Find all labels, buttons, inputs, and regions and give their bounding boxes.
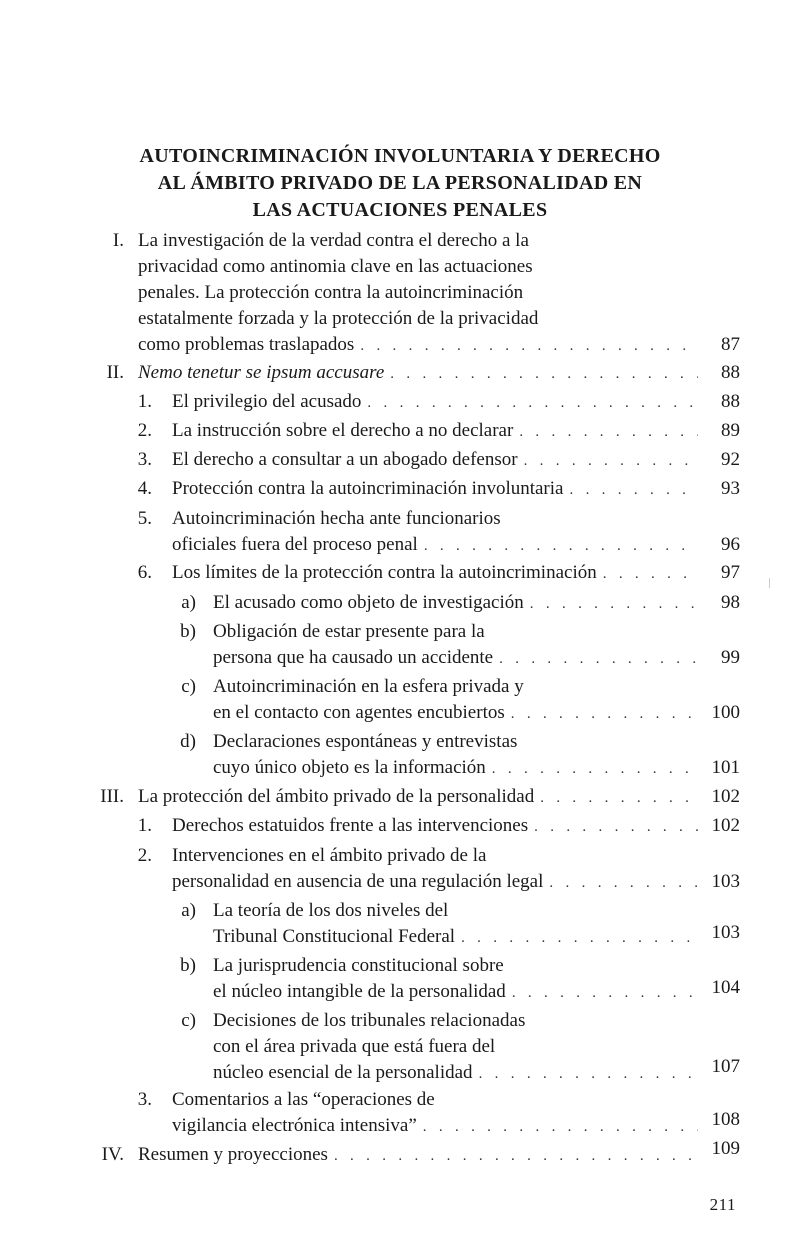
toc-entry-line: Derechos estatuidos frente a las intervenciones xyxy=(172,815,529,836)
toc-entry-text xyxy=(138,228,698,359)
dot-leader xyxy=(424,533,698,559)
toc-entry-line: El derecho a consultar a un abogado defensor xyxy=(172,449,518,470)
toc-entry-line: como problemas traslapados xyxy=(138,334,355,355)
toc-entry-page-number: 98 xyxy=(721,592,740,613)
toc-entry-number: d) xyxy=(180,731,196,752)
toc-entry-page-number: 104 xyxy=(711,977,740,998)
toc-entry-line: Intervenciones en el ámbito privado de la xyxy=(172,845,487,866)
toc-entry-text xyxy=(138,784,698,811)
toc-entry-line: Autoincriminación hecha ante funcionarios xyxy=(172,508,501,529)
dot-leader xyxy=(511,701,698,727)
toc-entry-number: 1. xyxy=(137,815,152,836)
toc-entry-page-number: 99 xyxy=(721,647,740,668)
dot-leader xyxy=(569,477,698,503)
toc-entry-number: 2. xyxy=(137,845,152,866)
toc-entry-line: El acusado como objeto de investigación xyxy=(213,592,524,613)
toc-entry-number: I. xyxy=(112,230,124,251)
toc-entry-line: Nemo tenetur se ipsum accusare xyxy=(138,362,385,383)
toc-entry-page-number: 107 xyxy=(711,1056,740,1077)
toc-entry-text xyxy=(213,590,698,617)
dot-leader xyxy=(519,419,698,445)
toc-entry-number: II. xyxy=(106,362,124,383)
chapter-title-line: AUTOINCRIMINACIÓN INVOLUNTARIA Y DERECHO xyxy=(139,145,661,168)
toc-entry-number: 4. xyxy=(137,478,152,499)
toc-entry-number: IV. xyxy=(101,1144,124,1165)
toc-entry-line: La instrucción sobre el derecho a no declarar xyxy=(172,420,514,441)
dot-leader xyxy=(492,756,698,782)
dot-leader xyxy=(360,333,698,359)
toc-entry-page-number: 101 xyxy=(711,757,740,778)
toc-entry-line: penales. La protección contra la autoincriminación xyxy=(138,282,524,303)
chapter-title-line: AL ÁMBITO PRIVADO DE LA PERSONALIDAD EN xyxy=(157,172,643,195)
toc-entry-text xyxy=(138,360,698,387)
toc-entry-number: c) xyxy=(181,676,196,697)
toc-entry-text xyxy=(172,843,698,896)
dot-leader xyxy=(367,390,698,416)
toc-entry-text xyxy=(138,1142,698,1169)
dot-leader xyxy=(334,1143,698,1169)
toc-entry-text xyxy=(213,1008,698,1087)
dot-leader xyxy=(423,1114,698,1140)
toc-entry-page-number: 102 xyxy=(711,815,740,836)
toc-entry-text xyxy=(213,729,698,782)
toc-entry-line: personalidad en ausencia de una regulación legal xyxy=(172,871,544,892)
toc-entry-page-number: 93 xyxy=(721,478,740,499)
toc-entry-line: Protección contra la autoincriminación involuntaria xyxy=(172,478,564,499)
toc-entry-text xyxy=(172,1087,698,1140)
page-folio: 211 xyxy=(709,1195,736,1214)
toc-entry-line: La investigación de la verdad contra el derecho a la xyxy=(138,230,529,251)
toc-entry-line: el núcleo intangible de la personalidad xyxy=(213,981,506,1002)
toc-entry-page-number: 96 xyxy=(721,534,740,555)
toc-entry-page-number: 88 xyxy=(721,362,740,383)
chapter-title-line: LAS ACTUACIONES PENALES xyxy=(252,199,548,222)
toc-entry-line: oficiales fuera del proceso penal xyxy=(172,534,418,555)
dot-leader xyxy=(549,870,698,896)
toc-entry-page-number: 87 xyxy=(721,334,740,355)
toc-entry-text xyxy=(213,674,698,727)
toc-entry-section-i[interactable] xyxy=(0,228,792,358)
toc-entry-line: La protección del ámbito privado de la personalidad xyxy=(138,786,535,807)
toc-entry-number: 3. xyxy=(137,1089,152,1110)
toc-entry-page-number: 92 xyxy=(721,449,740,470)
toc-entry-number: 3. xyxy=(137,449,152,470)
toc-entry-page-number: 109 xyxy=(711,1138,740,1159)
toc-entry-text xyxy=(172,447,698,474)
toc-entry-page-number: 108 xyxy=(711,1109,740,1130)
toc-entry-line: La jurisprudencia constitucional sobre xyxy=(213,955,504,976)
toc-entry-number: b) xyxy=(180,955,196,976)
toc-entry-text xyxy=(172,418,698,445)
dot-leader xyxy=(499,646,698,672)
toc-entry-line: El privilegio del acusado xyxy=(172,391,362,412)
dot-leader xyxy=(390,361,698,387)
margin-mark xyxy=(769,578,770,588)
toc-entry-number: c) xyxy=(181,1010,196,1031)
toc-entry-number: III. xyxy=(100,786,124,807)
toc-entry-page-number: 97 xyxy=(721,562,740,583)
toc-entry-line: cuyo único objeto es la información xyxy=(213,757,486,778)
toc-entry-text xyxy=(172,506,698,559)
toc-entry-text xyxy=(172,389,698,416)
toc-entry-line: núcleo esencial de la personalidad xyxy=(213,1062,473,1083)
dot-leader xyxy=(540,785,698,811)
dot-leader xyxy=(603,561,698,587)
toc-entry-page-number: 102 xyxy=(711,786,740,807)
toc-entry-text xyxy=(213,619,698,672)
toc-entry-line: La teoría de los dos niveles del xyxy=(213,900,449,921)
toc-entry-number: 5. xyxy=(137,508,152,529)
dot-leader xyxy=(530,591,698,617)
toc-entry-number: b) xyxy=(180,621,196,642)
toc-entry-number: a) xyxy=(181,592,196,613)
toc-entry-text xyxy=(213,898,698,951)
toc-entry-page-number: 103 xyxy=(711,922,740,943)
toc-entry-number: a) xyxy=(181,900,196,921)
toc-entry-text xyxy=(213,953,698,1006)
toc-entry-line: Resumen y proyecciones xyxy=(138,1144,328,1165)
toc-entry-number: 1. xyxy=(137,391,152,412)
toc-entry-number: 6. xyxy=(137,562,152,583)
toc-entry-line: vigilancia electrónica intensiva” xyxy=(172,1115,417,1136)
toc-entry-page-number: 103 xyxy=(711,871,740,892)
toc-entry-line: Decisiones de los tribunales relacionadas xyxy=(213,1010,526,1031)
toc-entry-line: Autoincriminación en la esfera privada y xyxy=(213,676,524,697)
toc-entry-text xyxy=(172,813,698,840)
dot-leader xyxy=(512,980,698,1006)
dot-leader xyxy=(479,1061,698,1087)
toc-entry-line: privacidad como antinomia clave en las actuaciones xyxy=(138,256,533,277)
toc-entry-line: en el contacto con agentes encubiertos xyxy=(213,702,505,723)
dot-leader xyxy=(534,814,698,840)
toc-entry-line: Obligación de estar presente para la xyxy=(213,621,485,642)
toc-entry-line: Comentarios a las “operaciones de xyxy=(172,1089,435,1110)
toc-entry-text xyxy=(172,476,698,503)
toc-entry-line: persona que ha causado un accidente xyxy=(213,647,494,668)
toc-entry-line: estatalmente forzada y la protección de la privacidad xyxy=(138,308,539,329)
toc-entry-page-number: 100 xyxy=(711,702,740,723)
toc-entry-page-number: 88 xyxy=(721,391,740,412)
toc-entry-line: Tribunal Constitucional Federal xyxy=(213,926,456,947)
toc-entry-text xyxy=(172,560,698,587)
toc-entry-page-number: 89 xyxy=(721,420,740,441)
toc-entry-line: Los límites de la protección contra la autoincriminación xyxy=(172,562,597,583)
toc-entry-line: con el área privada que está fuera del xyxy=(213,1036,496,1057)
dot-leader xyxy=(461,925,698,951)
chapter-title xyxy=(120,143,680,224)
dot-leader xyxy=(524,448,698,474)
toc-entry-line: Declaraciones espontáneas y entrevistas xyxy=(213,731,518,752)
toc-entry-number: 2. xyxy=(137,420,152,441)
